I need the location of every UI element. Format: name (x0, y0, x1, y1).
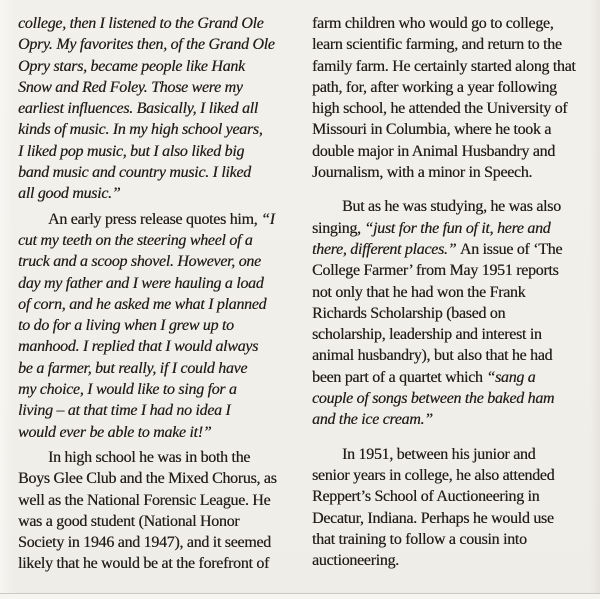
italic-text-segment: cut my teeth on the steering wheel of a (18, 231, 253, 249)
text-line (18, 119, 294, 140)
text-line (18, 77, 294, 98)
text-line (312, 529, 590, 550)
italic-text-segment: of corn, and he asked me what I planned (18, 295, 267, 313)
text-line (18, 251, 294, 272)
italic-text-segment: kinds of music. In my high school years, (18, 121, 263, 139)
text-line (18, 532, 294, 553)
text-line (312, 77, 590, 98)
text-segment: likely that he would be at the forefront of (18, 555, 270, 573)
text-line (18, 379, 294, 400)
text-line (18, 56, 294, 77)
text-segment: But as he was studying, he was also (342, 198, 561, 216)
text-segment: family farm. He certainly started along that (312, 57, 576, 75)
paragraph (312, 13, 590, 183)
text-line (18, 209, 294, 230)
italic-text-segment: my choice, I would like to sing for a (18, 381, 237, 399)
italic-text-segment: and the ice cream.” (312, 411, 433, 429)
text-segment: Missouri in Columbia, where he took a (312, 121, 552, 139)
text-segment: Decatur, Indiana. Perhaps he would use (312, 509, 554, 527)
text-line (312, 218, 590, 239)
text-segment: In high school he was in both the (48, 448, 251, 466)
text-line (312, 486, 590, 507)
text-line (18, 294, 294, 315)
page-bottom-edge (0, 593, 600, 599)
paragraph (18, 447, 294, 575)
text-segment: Reppert’s School of Auctioneering in (312, 488, 540, 506)
text-segment: singing, (312, 219, 365, 237)
text-segment: scholarship, leadership and interest in (312, 326, 542, 344)
italic-text-segment: Opry stars, became people like Hank (18, 57, 245, 75)
text-line (312, 345, 590, 366)
italic-text-segment: college, then I listened to the Grand Ole (18, 15, 264, 32)
text-segment: Richards Scholarship (based on (312, 304, 506, 322)
italic-text-segment: Opry. My favorites then, of the Grand Ole (18, 36, 275, 54)
text-line (312, 34, 590, 55)
text-segment: high school, he attended the University of (312, 100, 568, 118)
text-line (18, 447, 294, 468)
text-segment: animal husbandry), but also that he had (312, 347, 553, 365)
text-segment: An early press release quotes him, (48, 210, 261, 228)
text-line (18, 422, 294, 443)
text-line (18, 400, 294, 421)
italic-text-segment: Snow and Red Foley. Those were my (18, 78, 243, 96)
text-line (312, 260, 590, 281)
text-segment: auctioneering. (312, 552, 399, 570)
text-line (312, 196, 590, 217)
text-line (18, 162, 294, 183)
text-segment: senior years in college, he also attended (312, 466, 555, 484)
text-line (312, 444, 590, 465)
text-line (312, 508, 590, 529)
text-segment: double major in Animal Husbandry and (312, 142, 555, 160)
text-line (312, 119, 590, 140)
text-line (312, 239, 590, 260)
text-line (18, 183, 294, 204)
text-line (312, 367, 590, 388)
paragraph (18, 13, 294, 205)
page-text (18, 13, 590, 575)
paragraph (18, 209, 294, 443)
text-segment: Society in 1946 and 1947), and it seemed (18, 534, 271, 552)
text-line (18, 511, 294, 532)
text-segment: In 1951, between his junior and (342, 445, 536, 463)
column-right (312, 13, 590, 575)
text-line (18, 490, 294, 511)
italic-text-segment: living – at that time I had no idea I (18, 402, 231, 420)
text-segment: College Farmer’ from May 1951 reports (312, 262, 559, 280)
text-line (18, 336, 294, 357)
italic-text-segment: would ever be able to make it!” (18, 423, 212, 441)
italic-text-segment: truck and a scoop shovel. However, one (18, 253, 261, 271)
italic-text-segment: I liked pop music, but I also liked big (18, 142, 245, 160)
italic-text-segment: earliest influences. Basically, I liked all (18, 100, 258, 118)
text-line (18, 273, 294, 294)
text-segment: Boys Glee Club and the Mixed Chorus, as (18, 470, 277, 488)
text-line (312, 56, 590, 77)
text-segment: was a good student (National Honor (18, 512, 240, 530)
text-line (312, 141, 590, 162)
text-line (18, 553, 294, 574)
italic-text-segment: all good music.” (18, 185, 121, 203)
text-segment: An issue of ‘The (459, 240, 563, 258)
text-line (312, 162, 590, 183)
text-segment: learn scientific farming, and return to the (312, 36, 562, 54)
italic-text-segment: “just for the fun of it, here and (364, 219, 551, 237)
paragraph (312, 196, 590, 430)
italic-text-segment: couple of songs between the baked ham (312, 390, 555, 408)
text-line (312, 409, 590, 430)
italic-text-segment: day my father and I were hauling a load (18, 274, 264, 292)
text-segment: well as the National Forensic League. He (18, 491, 271, 509)
text-line (312, 388, 590, 409)
text-segment: Journalism, with a minor in Speech. (312, 164, 533, 182)
text-line (18, 358, 294, 379)
paragraph (312, 444, 590, 572)
text-line (18, 98, 294, 119)
italic-text-segment: “sang a (486, 368, 536, 386)
text-line (312, 282, 590, 303)
text-segment: farm children who would go to college, (312, 15, 554, 32)
italic-text-segment: manhood. I replied that I would always (18, 338, 258, 356)
text-line (18, 230, 294, 251)
text-line (18, 13, 294, 34)
text-segment: not only that he had won the Frank (312, 283, 526, 301)
italic-text-segment: there, different places.” (312, 240, 460, 258)
text-line (312, 303, 590, 324)
text-line (312, 465, 590, 486)
text-line (312, 13, 590, 34)
text-segment: path, for, after working a year following (312, 78, 557, 96)
text-line (18, 468, 294, 489)
italic-text-segment: band music and country music. I liked (18, 164, 251, 182)
text-segment: been part of a quartet which (312, 368, 487, 386)
text-line (312, 324, 590, 345)
italic-text-segment: to do for a living when I grew up to (18, 317, 234, 335)
text-line (18, 141, 294, 162)
text-line (312, 98, 590, 119)
column-left (18, 13, 294, 575)
italic-text-segment: “I (261, 210, 275, 228)
text-line (312, 550, 590, 571)
text-line (18, 315, 294, 336)
italic-text-segment: be a farmer, but really, if I could have (18, 359, 248, 377)
text-segment: that training to follow a cousin into (312, 530, 527, 548)
text-line (18, 34, 294, 55)
